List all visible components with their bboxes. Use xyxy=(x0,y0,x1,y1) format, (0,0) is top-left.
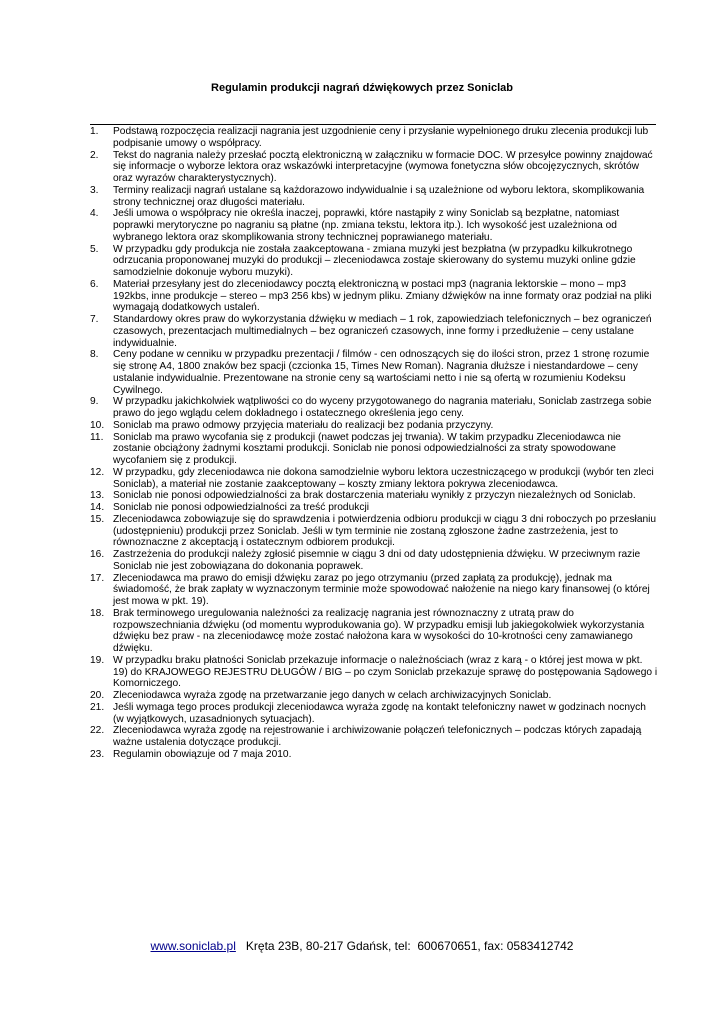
term-text: Jeśli wymaga tego proces produkcji zleceniodawca wyraża zgodę na kontakt telefoniczny nawet w godzinach nocnych (w wyjątkowych, uzasadnionych sytuacjach). xyxy=(113,701,646,725)
term-item xyxy=(90,655,658,690)
term-number: 14. xyxy=(90,502,105,513)
term-item xyxy=(90,702,658,726)
term-text: Terminy realizacji nagrań ustalane są każdorazowo indywidualnie i są uzależnione od wyboru lektora, skomplikowania strony technicznej oraz długości materiału. xyxy=(113,184,645,208)
term-number: 20. xyxy=(90,690,105,701)
term-number: 4. xyxy=(90,208,99,220)
term-number: 3. xyxy=(90,184,99,196)
term-number: 21. xyxy=(90,701,105,713)
term-text: Regulamin obowiązuje od 7 maja 2010. xyxy=(113,748,292,760)
term-text: W przypadku, gdy zleceniodawca nie dokona samodzielnie wyboru lektora uczestniczącego w produkcji (wybór ten zleci Soniclab), a materiał nie zostanie zaakceptowany – koszty zmiany lektora pokrywa zleceniodawca. xyxy=(113,466,654,490)
term-item xyxy=(90,514,658,549)
term-item xyxy=(90,244,658,279)
term-number: 7. xyxy=(90,314,99,325)
term-item xyxy=(90,126,658,150)
term-item xyxy=(90,420,658,432)
term-number: 17. xyxy=(90,572,105,584)
term-number: 9. xyxy=(90,396,99,408)
term-number: 10. xyxy=(90,419,105,431)
term-text: Materiał przesyłany jest do zleceniodawcy pocztą elektroniczną w postaci mp3 (nagrania lektorskie – mono – mp3 192kbs, inne produkcje – stereo – mp3 256 kbs) w jednym pliku. Zmiany dźwięków na inne formaty oraz podział na pliki wymagają dodatkowych ustaleń. xyxy=(113,278,652,314)
term-text: Zleceniodawca ma prawo do emisji dźwięku zaraz po jego otrzymaniu (przed zapłatą za produkcję), jednak ma świadomość, że brak zapłaty w wyznaczonym terminie może spowodować nałożenie na niego kary finansowej (o której jest mowa w pkt. 19). xyxy=(113,572,650,607)
term-item xyxy=(90,502,658,514)
term-item xyxy=(90,608,658,655)
term-item xyxy=(90,690,658,702)
term-text: Zleceniodawca wyraża zgodę na rejestrowanie i archiwizowanie połączeń telefonicznych – podczas których zapadają ważne ustalenia dotyczące produkcji. xyxy=(113,725,642,748)
term-text: Zleceniodawca zobowiązuje się do sprawdzenia i potwierdzenia odbioru produkcji w ciągu 3 dni roboczych po przesłaniu (udostępnieniu) produkcji przez Soniclab. Jeśli w tym terminie nie zostaną zgłoszone żadne zastrzeżenia, jest to równoznaczne z akceptacją i ostatecznym odbiorem produkcji. xyxy=(113,513,657,549)
term-item xyxy=(90,208,658,243)
term-text: Ceny podane w cenniku w przypadku prezentacji / filmów - cen odnoszących się do ilości stron, przez 1 stronę rozumie się stronę A4, 1800 znaków bez spacji (czcionka 15, Times New Roman). Nagrania dłuższe i niestandardowe – ceny ustalanie indywidualnie. Prezentowane na stronie ceny są wartościami netto i nie są ofertą w rozumieniu Kodeksu Cywilnego. xyxy=(113,349,650,396)
term-item xyxy=(90,279,658,314)
term-number: 8. xyxy=(90,349,99,361)
term-text: Zleceniodawca wyraża zgodę na przetwarzanie jego danych w celach archiwizacyjnych Soniclab. xyxy=(113,690,552,701)
term-item xyxy=(90,432,658,467)
term-text: W przypadku gdy produkcja nie została zaakceptowana - zmiana muzyki jest bezpłatna (w przypadku kilkukrotnego odrzucania proponowanej muzyki do produkcji – zleceniodawca zostaje skierowany do systemu muzyki online gdzie samodzielnie dokonuje wyboru muzyki). xyxy=(113,243,636,278)
website-link[interactable]: www.soniclab.pl xyxy=(150,939,236,953)
term-number: 19. xyxy=(90,654,105,666)
term-number: 22. xyxy=(90,725,105,737)
term-text: W przypadku braku płatności Soniclab przekazuje informacje o należnościach (wraz z karą - o której jest mowa w pkt. 19) do KRAJOWEGO REJESTRU DŁUGÓW / BIG – po czym Soniclab przekazuje sprawę do postępowania Sądowego i Komorniczego. xyxy=(113,654,658,690)
term-item xyxy=(90,150,658,185)
term-number: 2. xyxy=(90,149,99,161)
term-text: Soniclab nie ponosi odpowiedzialności za treść produkcji xyxy=(113,502,369,513)
term-text: Jeśli umowa o współpracy nie określa inaczej, poprawki, które nastąpiły z winy Soniclab są bezpłatne, natomiast poprawki merytoryczne po nagraniu są płatne (np. zmiana tekstu, lektora itp.). Ich wysokość jest uzależniona od wybranego lektora oraz skomplikowania strony technicznej poprawianego materiału. xyxy=(113,208,620,243)
term-text: Brak terminowego uregulowania należności za realizację nagrania jest równoznaczny z utratą praw do rozpowszechniania dźwięku (od momentu wyprodukowania go). W przypadku emisji lub jakiegokolwiek wykorzystania dźwięku bez praw - na zleceniodawcę może zostać nałożona kara w wysokości do 10-krotności ceny zamawianego dźwięku. xyxy=(113,607,645,654)
term-number: 11. xyxy=(90,431,104,443)
term-number: 13. xyxy=(90,490,105,502)
term-item xyxy=(90,185,658,209)
term-item xyxy=(90,396,658,420)
contact-info: Kręta 23B, 80-217 Gdańsk, tel: 600670651, fax: 0583412742 xyxy=(235,939,574,953)
term-text: W przypadku jakichkolwiek wątpliwości co do wyceny przygotowanego do nagrania materiału, Soniclab zastrzega sobie prawo do jego wglądu celem dokładnego i ostatecznego określenia jego ceny. xyxy=(113,396,652,419)
term-text: Soniclab ma prawo odmowy przyjęcia materiału do realizacji bez podania przyczyny. xyxy=(113,419,494,431)
term-text: Standardowy okres praw do wykorzystania dźwięku w mediach – 1 rok, zapowiedziach telefonicznych – bez ograniczeń czasowych, prezentacjach multimedialnych – bez ograniczeń czasowych, inne formy i przedłużenie – ceny ustalane indywidualnie. xyxy=(113,314,652,349)
footer xyxy=(0,939,724,953)
term-item xyxy=(90,749,658,761)
term-item xyxy=(90,490,658,502)
term-number: 6. xyxy=(90,278,99,290)
terms-list xyxy=(90,126,658,761)
term-text: Tekst do nagrania należy przesłać pocztą elektroniczną w załączniku w formacie DOC. W przesyłce powinny znajdować się informacje o wyborze lektora oraz wskazówki interpretacyjne (wymowa fonetyczna słów obcojęzycznych, skrótów oraz wyrazów charakterystycznych). xyxy=(113,149,653,184)
term-text: Soniclab nie ponosi odpowiedzialności za brak dostarczenia materiału wynikły z przyczyn niezależnych od Soniclab. xyxy=(113,490,636,502)
term-item xyxy=(90,549,658,573)
term-item xyxy=(90,314,658,349)
term-number: 5. xyxy=(90,243,99,255)
document-title: Regulamin produkcji nagrań dźwiękowych przez Soniclab xyxy=(211,82,513,94)
term-text: Podstawą rozpoczęcia realizacji nagrania jest uzgodnienie ceny i przysłanie wypełnionego druku zlecenia produkcji lub podpisanie umowy o współpracy. xyxy=(113,126,649,149)
term-item xyxy=(90,725,658,749)
term-text: Zastrzeżenia do produkcji należy zgłosić pisemnie w ciągu 3 dni od daty udostępnienia dźwięku. W przeciwnym razie Soniclab nie jest zobowiązana do dokonania poprawek. xyxy=(113,549,641,572)
term-number: 12. xyxy=(90,466,105,478)
term-number: 23. xyxy=(90,748,105,760)
term-item xyxy=(90,467,658,491)
title-divider xyxy=(90,124,656,125)
term-number: 16. xyxy=(90,549,105,560)
term-number: 18. xyxy=(90,607,105,619)
term-number: 15. xyxy=(90,513,105,525)
term-item xyxy=(90,573,658,608)
term-item xyxy=(90,349,658,396)
term-text: Soniclab ma prawo wycofania się z produkcji (nawet podczas jej trwania). W takim przypadku Zleceniodawca nie zostanie obciążony żadnymi kosztami produkcji. Soniclab nie ponosi odpowiedzialności za straty spowodowane wycofaniem się z produkcji. xyxy=(113,431,621,466)
term-number: 1. xyxy=(90,126,99,137)
